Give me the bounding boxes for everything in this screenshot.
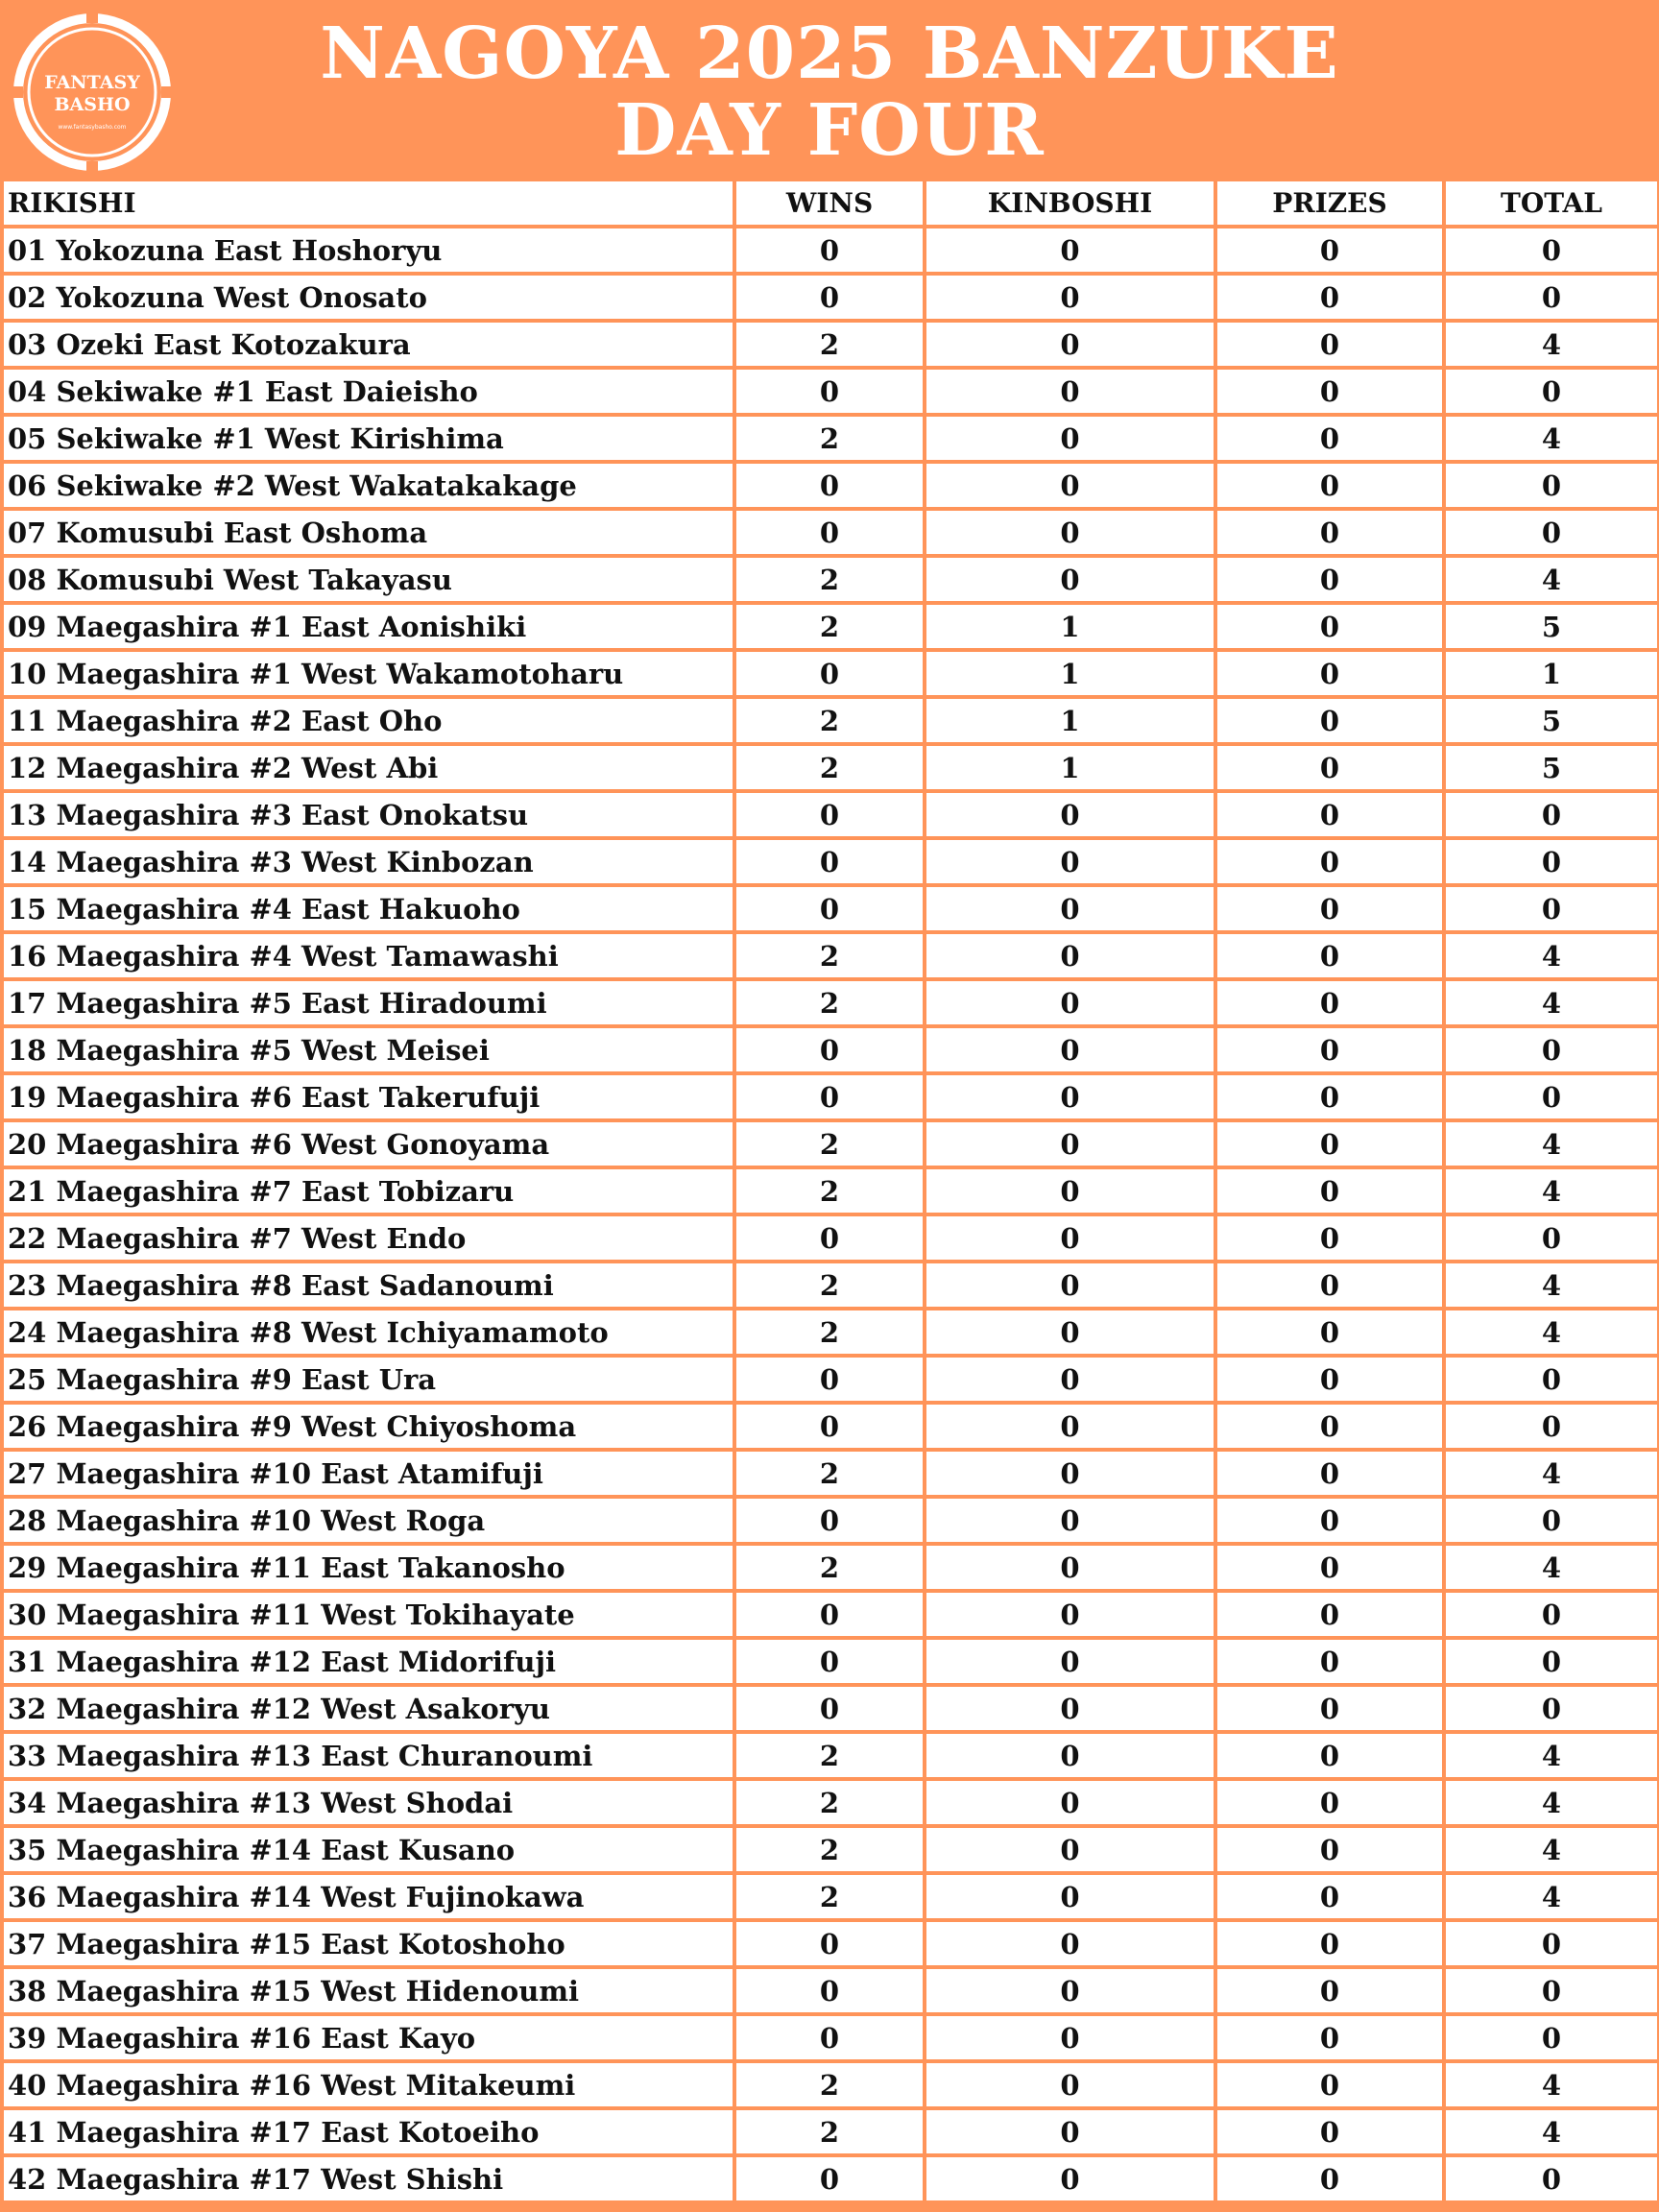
- rikishi-cell: 31 Maegashira #12 East Midorifuji: [4, 1640, 733, 1683]
- prizes-cell: 0: [1217, 746, 1442, 789]
- total-cell: 4: [1446, 1734, 1657, 1777]
- prizes-cell: 0: [1217, 1169, 1442, 1213]
- table-row: [4, 1028, 1657, 1071]
- rikishi-cell: 18 Maegashira #5 West Meisei: [4, 1028, 733, 1071]
- kinboshi-cell: 0: [926, 1122, 1214, 1166]
- kinboshi-cell: 1: [926, 652, 1214, 695]
- total-cell: 4: [1446, 1875, 1657, 1918]
- table-row: [4, 981, 1657, 1024]
- total-cell: 0: [1446, 793, 1657, 836]
- prizes-cell: 0: [1217, 1028, 1442, 1071]
- table-row: [4, 2016, 1657, 2059]
- column-header-prizes: PRIZES: [1217, 181, 1442, 225]
- wins-cell: 0: [736, 2157, 923, 2200]
- total-cell: 0: [1446, 1405, 1657, 1448]
- prizes-cell: 0: [1217, 2157, 1442, 2200]
- rikishi-cell: 38 Maegashira #15 West Hidenoumi: [4, 1969, 733, 2012]
- kinboshi-cell: 0: [926, 1216, 1214, 1260]
- header-row: [4, 181, 1657, 225]
- rikishi-cell: 25 Maegashira #9 East Ura: [4, 1358, 733, 1401]
- prizes-cell: 0: [1217, 1405, 1442, 1448]
- table-row: [4, 652, 1657, 695]
- total-cell: 0: [1446, 2157, 1657, 2200]
- total-cell: 0: [1446, 228, 1657, 272]
- wins-cell: 0: [736, 511, 923, 554]
- kinboshi-cell: 0: [926, 1828, 1214, 1871]
- logo-url-text: www.fantasybasho.com: [58, 124, 127, 131]
- rikishi-cell: 19 Maegashira #6 East Takerufuji: [4, 1075, 733, 1118]
- wins-cell: 2: [736, 323, 923, 366]
- rikishi-cell: 37 Maegashira #15 East Kotoshoho: [4, 1922, 733, 1965]
- rikishi-cell: 32 Maegashira #12 West Asakoryu: [4, 1687, 733, 1730]
- rikishi-cell: 33 Maegashira #13 East Churanoumi: [4, 1734, 733, 1777]
- banzuke-table: [0, 178, 1659, 2204]
- column-header-total: TOTAL: [1446, 181, 1657, 225]
- rikishi-cell: 14 Maegashira #3 West Kinbozan: [4, 840, 733, 883]
- table-row: [4, 370, 1657, 413]
- wins-cell: 0: [736, 2016, 923, 2059]
- total-cell: 0: [1446, 887, 1657, 930]
- table-row: [4, 464, 1657, 507]
- wins-cell: 0: [736, 1405, 923, 1448]
- kinboshi-cell: 0: [926, 1499, 1214, 1542]
- kinboshi-cell: 0: [926, 1075, 1214, 1118]
- total-cell: 0: [1446, 1922, 1657, 1965]
- kinboshi-cell: 1: [926, 699, 1214, 742]
- wins-cell: 2: [736, 934, 923, 977]
- rikishi-cell: 04 Sekiwake #1 East Daieisho: [4, 370, 733, 413]
- prizes-cell: 0: [1217, 276, 1442, 319]
- table-row: [4, 887, 1657, 930]
- total-cell: 0: [1446, 1216, 1657, 1260]
- kinboshi-cell: 1: [926, 746, 1214, 789]
- wins-cell: 2: [736, 1169, 923, 1213]
- total-cell: 0: [1446, 840, 1657, 883]
- prizes-cell: 0: [1217, 1075, 1442, 1118]
- rikishi-cell: 28 Maegashira #10 West Roga: [4, 1499, 733, 1542]
- table-row: [4, 1969, 1657, 2012]
- kinboshi-cell: 0: [926, 1263, 1214, 1307]
- rikishi-cell: 29 Maegashira #11 East Takanosho: [4, 1546, 733, 1589]
- wins-cell: 2: [736, 1452, 923, 1495]
- kinboshi-cell: 0: [926, 1028, 1214, 1071]
- kinboshi-cell: 0: [926, 1640, 1214, 1683]
- total-cell: 4: [1446, 1546, 1657, 1589]
- table-row: [4, 558, 1657, 601]
- title-line-1: NAGOYA 2025 BANZUKE: [320, 12, 1339, 95]
- rikishi-cell: 03 Ozeki East Kotozakura: [4, 323, 733, 366]
- table-row: [4, 511, 1657, 554]
- logo-text-line2: BASHO: [54, 94, 131, 115]
- total-cell: 5: [1446, 605, 1657, 648]
- rikishi-cell: 30 Maegashira #11 West Tokihayate: [4, 1593, 733, 1636]
- table-row: [4, 1828, 1657, 1871]
- total-cell: 4: [1446, 1828, 1657, 1871]
- kinboshi-cell: 0: [926, 2110, 1214, 2153]
- kinboshi-cell: 0: [926, 370, 1214, 413]
- total-cell: 0: [1446, 1075, 1657, 1118]
- kinboshi-cell: 0: [926, 1546, 1214, 1589]
- total-cell: 4: [1446, 323, 1657, 366]
- kinboshi-cell: 0: [926, 1969, 1214, 2012]
- rikishi-cell: 06 Sekiwake #2 West Wakatakakage: [4, 464, 733, 507]
- kinboshi-cell: 0: [926, 323, 1214, 366]
- kinboshi-cell: 0: [926, 511, 1214, 554]
- wins-cell: 2: [736, 417, 923, 460]
- total-cell: 5: [1446, 699, 1657, 742]
- wins-cell: 0: [736, 840, 923, 883]
- rikishi-cell: 02 Yokozuna West Onosato: [4, 276, 733, 319]
- table-row: [4, 1922, 1657, 1965]
- wins-cell: 0: [736, 1593, 923, 1636]
- table-row: [4, 276, 1657, 319]
- rikishi-cell: 21 Maegashira #7 East Tobizaru: [4, 1169, 733, 1213]
- rikishi-cell: 42 Maegashira #17 West Shishi: [4, 2157, 733, 2200]
- prizes-cell: 0: [1217, 370, 1442, 413]
- rikishi-cell: 26 Maegashira #9 West Chiyoshoma: [4, 1405, 733, 1448]
- rikishi-cell: 20 Maegashira #6 West Gonoyama: [4, 1122, 733, 1166]
- banzuke-table-wrap: [0, 179, 1659, 2212]
- prizes-cell: 0: [1217, 1593, 1442, 1636]
- total-cell: 0: [1446, 1028, 1657, 1071]
- prizes-cell: 0: [1217, 1546, 1442, 1589]
- wins-cell: 0: [736, 1969, 923, 2012]
- prizes-cell: 0: [1217, 323, 1442, 366]
- prizes-cell: 0: [1217, 793, 1442, 836]
- prizes-cell: 0: [1217, 699, 1442, 742]
- wins-cell: 2: [736, 1546, 923, 1589]
- rikishi-cell: 08 Komusubi West Takayasu: [4, 558, 733, 601]
- prizes-cell: 0: [1217, 558, 1442, 601]
- title-line-2: DAY FOUR: [614, 89, 1045, 172]
- table-row: [4, 1169, 1657, 1213]
- prizes-cell: 0: [1217, 1310, 1442, 1354]
- wins-cell: 2: [736, 2063, 923, 2106]
- rikishi-cell: 13 Maegashira #3 East Onokatsu: [4, 793, 733, 836]
- kinboshi-cell: 0: [926, 1922, 1214, 1965]
- kinboshi-cell: 0: [926, 1687, 1214, 1730]
- rikishi-cell: 39 Maegashira #16 East Kayo: [4, 2016, 733, 2059]
- kinboshi-cell: 0: [926, 228, 1214, 272]
- prizes-cell: 0: [1217, 2110, 1442, 2153]
- table-row: [4, 605, 1657, 648]
- prizes-cell: 0: [1217, 1734, 1442, 1777]
- rikishi-cell: 16 Maegashira #4 West Tamawashi: [4, 934, 733, 977]
- rikishi-cell: 01 Yokozuna East Hoshoryu: [4, 228, 733, 272]
- total-cell: 5: [1446, 746, 1657, 789]
- total-cell: 0: [1446, 1640, 1657, 1683]
- prizes-cell: 0: [1217, 1263, 1442, 1307]
- wins-cell: 0: [736, 887, 923, 930]
- table-row: [4, 1405, 1657, 1448]
- table-row: [4, 2157, 1657, 2200]
- rikishi-cell: 27 Maegashira #10 East Atamifuji: [4, 1452, 733, 1495]
- total-cell: 4: [1446, 417, 1657, 460]
- kinboshi-cell: 0: [926, 981, 1214, 1024]
- total-cell: 1: [1446, 652, 1657, 695]
- table-row: [4, 1452, 1657, 1495]
- rikishi-cell: 34 Maegashira #13 West Shodai: [4, 1781, 733, 1824]
- kinboshi-cell: 0: [926, 558, 1214, 601]
- table-row: [4, 934, 1657, 977]
- table-row: [4, 1263, 1657, 1307]
- wins-cell: 2: [736, 699, 923, 742]
- kinboshi-cell: 0: [926, 1593, 1214, 1636]
- wins-cell: 0: [736, 370, 923, 413]
- prizes-cell: 0: [1217, 1122, 1442, 1166]
- table-row: [4, 746, 1657, 789]
- prizes-cell: 0: [1217, 1969, 1442, 2012]
- prizes-cell: 0: [1217, 981, 1442, 1024]
- rikishi-cell: 41 Maegashira #17 East Kotoeiho: [4, 2110, 733, 2153]
- wins-cell: 0: [736, 1640, 923, 1683]
- wins-cell: 0: [736, 1687, 923, 1730]
- total-cell: 4: [1446, 2110, 1657, 2153]
- table-row: [4, 2063, 1657, 2106]
- wins-cell: 2: [736, 1781, 923, 1824]
- table-row: [4, 1734, 1657, 1777]
- page-title: [0, 12, 1659, 172]
- kinboshi-cell: 0: [926, 793, 1214, 836]
- wins-cell: 0: [736, 1922, 923, 1965]
- prizes-cell: 0: [1217, 1922, 1442, 1965]
- table-row: [4, 793, 1657, 836]
- rikishi-cell: 11 Maegashira #2 East Oho: [4, 699, 733, 742]
- wins-cell: 0: [736, 1028, 923, 1071]
- kinboshi-cell: 0: [926, 2157, 1214, 2200]
- kinboshi-cell: 0: [926, 464, 1214, 507]
- prizes-cell: 0: [1217, 1687, 1442, 1730]
- total-cell: 4: [1446, 558, 1657, 601]
- rikishi-cell: 36 Maegashira #14 West Fujinokawa: [4, 1875, 733, 1918]
- table-row: [4, 699, 1657, 742]
- kinboshi-cell: 0: [926, 1734, 1214, 1777]
- prizes-cell: 0: [1217, 1452, 1442, 1495]
- total-cell: 4: [1446, 1781, 1657, 1824]
- total-cell: 0: [1446, 464, 1657, 507]
- wins-cell: 2: [736, 558, 923, 601]
- wins-cell: 2: [736, 746, 923, 789]
- prizes-cell: 0: [1217, 417, 1442, 460]
- kinboshi-cell: 0: [926, 934, 1214, 977]
- table-row: [4, 1781, 1657, 1824]
- kinboshi-cell: 0: [926, 1405, 1214, 1448]
- kinboshi-cell: 0: [926, 1875, 1214, 1918]
- total-cell: 0: [1446, 1969, 1657, 2012]
- rikishi-cell: 09 Maegashira #1 East Aonishiki: [4, 605, 733, 648]
- prizes-cell: 0: [1217, 934, 1442, 977]
- prizes-cell: 0: [1217, 1499, 1442, 1542]
- wins-cell: 0: [736, 1499, 923, 1542]
- wins-cell: 2: [736, 1310, 923, 1354]
- kinboshi-cell: 0: [926, 417, 1214, 460]
- column-header-kinboshi: KINBOSHI: [926, 181, 1214, 225]
- kinboshi-cell: 1: [926, 605, 1214, 648]
- table-row: [4, 1310, 1657, 1354]
- prizes-cell: 0: [1217, 652, 1442, 695]
- table-row: [4, 1358, 1657, 1401]
- prizes-cell: 0: [1217, 1216, 1442, 1260]
- table-row: [4, 323, 1657, 366]
- total-cell: 4: [1446, 1122, 1657, 1166]
- total-cell: 4: [1446, 1452, 1657, 1495]
- kinboshi-cell: 0: [926, 887, 1214, 930]
- kinboshi-cell: 0: [926, 2016, 1214, 2059]
- rikishi-cell: 17 Maegashira #5 East Hiradoumi: [4, 981, 733, 1024]
- column-header-wins: WINS: [736, 181, 923, 225]
- rikishi-cell: 35 Maegashira #14 East Kusano: [4, 1828, 733, 1871]
- table-row: [4, 1216, 1657, 1260]
- table-row: [4, 1499, 1657, 1542]
- total-cell: 4: [1446, 1263, 1657, 1307]
- wins-cell: 2: [736, 2110, 923, 2153]
- wins-cell: 2: [736, 605, 923, 648]
- kinboshi-cell: 0: [926, 840, 1214, 883]
- rikishi-cell: 12 Maegashira #2 West Abi: [4, 746, 733, 789]
- wins-cell: 2: [736, 1875, 923, 1918]
- prizes-cell: 0: [1217, 228, 1442, 272]
- total-cell: 0: [1446, 370, 1657, 413]
- prizes-cell: 0: [1217, 887, 1442, 930]
- table-row: [4, 2110, 1657, 2153]
- kinboshi-cell: 0: [926, 1310, 1214, 1354]
- prizes-cell: 0: [1217, 605, 1442, 648]
- wins-cell: 0: [736, 652, 923, 695]
- table-row: [4, 1687, 1657, 1730]
- rikishi-cell: 15 Maegashira #4 East Hakuoho: [4, 887, 733, 930]
- kinboshi-cell: 0: [926, 276, 1214, 319]
- rikishi-cell: 23 Maegashira #8 East Sadanoumi: [4, 1263, 733, 1307]
- total-cell: 4: [1446, 1169, 1657, 1213]
- kinboshi-cell: 0: [926, 1169, 1214, 1213]
- prizes-cell: 0: [1217, 511, 1442, 554]
- header: [0, 0, 1659, 179]
- prizes-cell: 0: [1217, 1781, 1442, 1824]
- total-cell: 0: [1446, 1499, 1657, 1542]
- total-cell: 4: [1446, 981, 1657, 1024]
- prizes-cell: 0: [1217, 1828, 1442, 1871]
- table-row: [4, 1593, 1657, 1636]
- table-row: [4, 1546, 1657, 1589]
- total-cell: 0: [1446, 276, 1657, 319]
- total-cell: 0: [1446, 1687, 1657, 1730]
- kinboshi-cell: 0: [926, 1358, 1214, 1401]
- rikishi-cell: 40 Maegashira #16 West Mitakeumi: [4, 2063, 733, 2106]
- total-cell: 4: [1446, 934, 1657, 977]
- table-body: [4, 228, 1657, 2200]
- prizes-cell: 0: [1217, 1640, 1442, 1683]
- table-row: [4, 1640, 1657, 1683]
- rikishi-cell: 24 Maegashira #8 West Ichiyamamoto: [4, 1310, 733, 1354]
- rikishi-cell: 10 Maegashira #1 West Wakamotoharu: [4, 652, 733, 695]
- rikishi-cell: 05 Sekiwake #1 West Kirishima: [4, 417, 733, 460]
- prizes-cell: 0: [1217, 2063, 1442, 2106]
- total-cell: 0: [1446, 1593, 1657, 1636]
- prizes-cell: 0: [1217, 1875, 1442, 1918]
- column-header-rikishi: RIKISHI: [4, 181, 733, 225]
- logo-text-line1: FANTASY: [44, 72, 140, 93]
- total-cell: 0: [1446, 2016, 1657, 2059]
- table-row: [4, 1875, 1657, 1918]
- total-cell: 4: [1446, 1310, 1657, 1354]
- wins-cell: 2: [736, 1828, 923, 1871]
- table-row: [4, 417, 1657, 460]
- total-cell: 0: [1446, 511, 1657, 554]
- kinboshi-cell: 0: [926, 2063, 1214, 2106]
- wins-cell: 2: [736, 1122, 923, 1166]
- kinboshi-cell: 0: [926, 1452, 1214, 1495]
- table-row: [4, 228, 1657, 272]
- total-cell: 4: [1446, 2063, 1657, 2106]
- table-row: [4, 840, 1657, 883]
- rikishi-cell: 07 Komusubi East Oshoma: [4, 511, 733, 554]
- wins-cell: 0: [736, 464, 923, 507]
- prizes-cell: 0: [1217, 1358, 1442, 1401]
- total-cell: 0: [1446, 1358, 1657, 1401]
- prizes-cell: 0: [1217, 464, 1442, 507]
- wins-cell: 0: [736, 1075, 923, 1118]
- kinboshi-cell: 0: [926, 1781, 1214, 1824]
- wins-cell: 0: [736, 276, 923, 319]
- wins-cell: 0: [736, 1216, 923, 1260]
- wins-cell: 0: [736, 228, 923, 272]
- prizes-cell: 0: [1217, 2016, 1442, 2059]
- wins-cell: 0: [736, 1358, 923, 1401]
- table-row: [4, 1075, 1657, 1118]
- rikishi-cell: 22 Maegashira #7 West Endo: [4, 1216, 733, 1260]
- wins-cell: 2: [736, 1734, 923, 1777]
- table-row: [4, 1122, 1657, 1166]
- wins-cell: 0: [736, 793, 923, 836]
- wins-cell: 2: [736, 981, 923, 1024]
- wins-cell: 2: [736, 1263, 923, 1307]
- prizes-cell: 0: [1217, 840, 1442, 883]
